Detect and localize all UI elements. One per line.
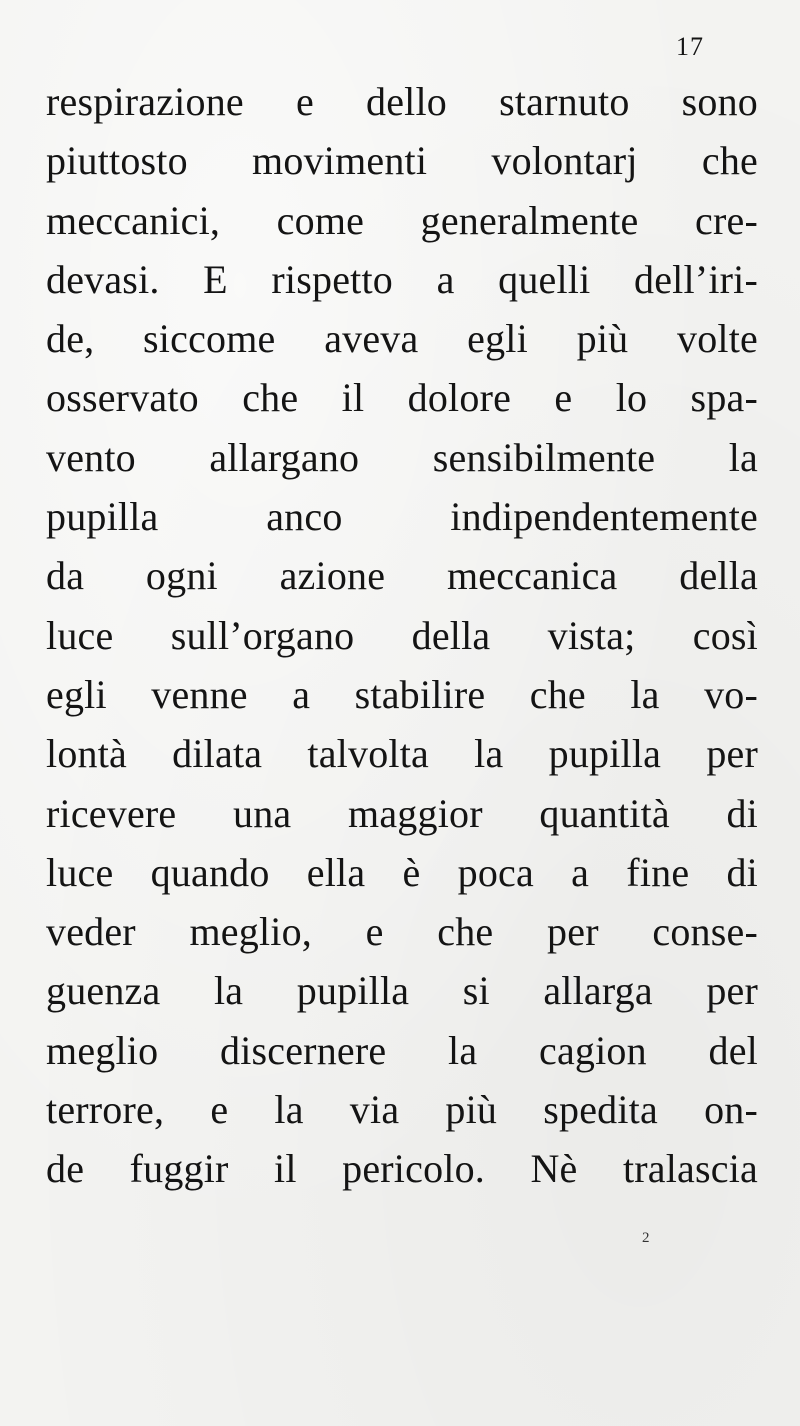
- text-line: de, siccome aveva egli più volte: [46, 316, 758, 362]
- text-line: vento allargano sensibilmente la: [46, 434, 758, 480]
- text-line: pupilla anco indipendentemente: [46, 494, 758, 540]
- text-line: da ogni azione meccanica della: [46, 553, 758, 599]
- text-line: terrore, e la via più spedita on-: [46, 1087, 758, 1133]
- text-line: osservato che il dolore e lo spa-: [46, 375, 758, 421]
- text-line: piuttosto movimenti volontarj che: [46, 138, 758, 184]
- text-line: luce quando ella è poca a fine di: [46, 849, 758, 895]
- text-line: devasi. E rispetto a quelli dell’iri-: [46, 256, 758, 302]
- text-line: luce sull’organo della vista; così: [46, 612, 758, 658]
- text-line: respirazione e dello starnuto sono: [46, 79, 758, 124]
- signature-mark: 2: [642, 1230, 650, 1246]
- text-line: guenza la pupilla si allarga per: [46, 968, 758, 1014]
- text-line: de fuggir il pericolo. Nè tralascia: [46, 1146, 758, 1192]
- text-line: lontà dilata talvolta la pupilla per: [46, 731, 758, 777]
- text-line: egli venne a stabilire che la vo-: [46, 671, 758, 717]
- text-line: ricevere una maggior quantità di: [46, 790, 758, 836]
- body-text: [46, 72, 758, 1199]
- text-line: meccanici, come generalmente cre-: [46, 197, 758, 243]
- text-line: veder meglio, e che per conse-: [46, 909, 758, 955]
- text-line: meglio discernere la cagion del: [46, 1027, 758, 1073]
- page-number: 17: [676, 32, 704, 61]
